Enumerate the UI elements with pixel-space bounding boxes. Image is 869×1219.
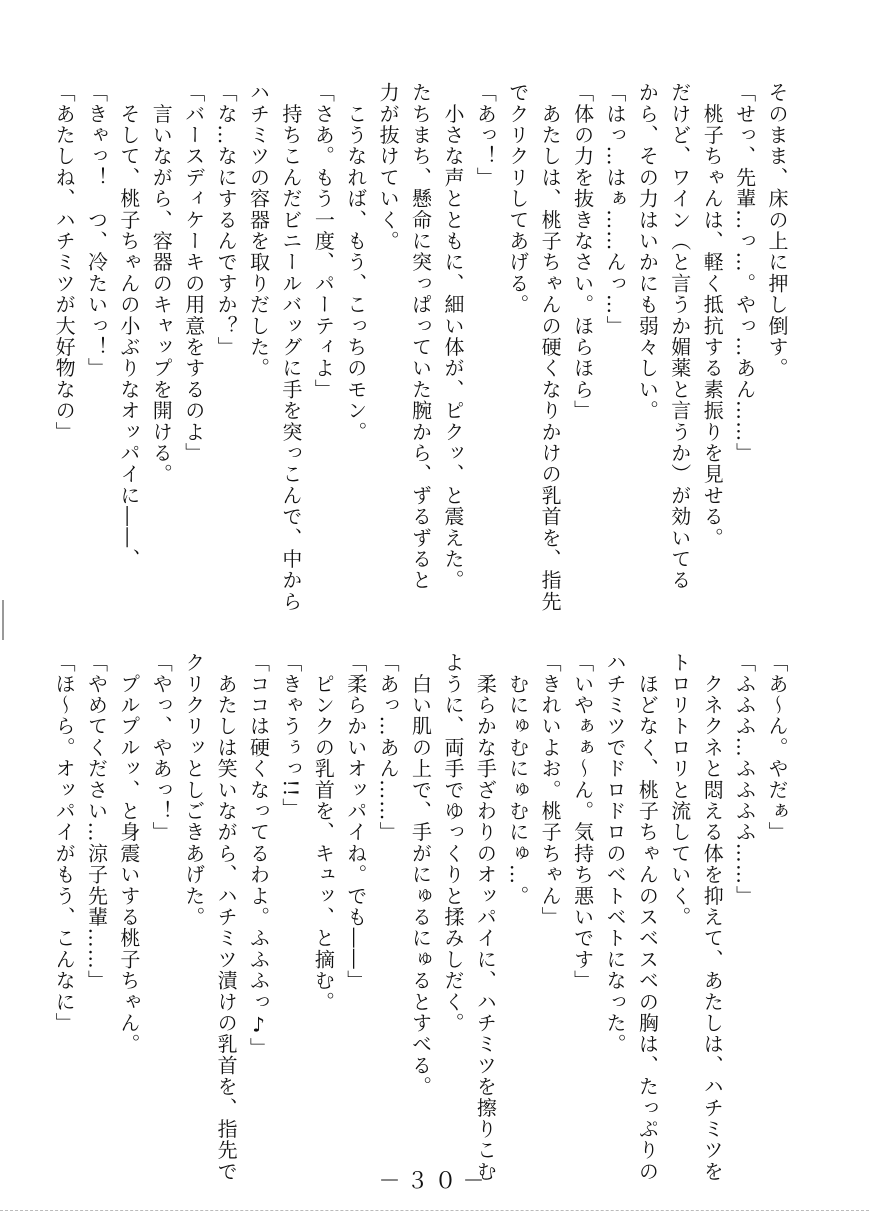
- text-line: たちまち、懸命に突っぱっていた腕から、ずるずると: [408, 82, 433, 591]
- text-line: 「さあ。もう一度、パーティよ」: [311, 82, 336, 400]
- text-line: 「あっ！」: [473, 82, 498, 188]
- text-line: そして、桃子ちゃんの小ぶりなオッパイに――、: [116, 82, 141, 570]
- text-line: あたしは、桃子ちゃんの硬くなりかけの乳首を、指先: [538, 82, 563, 612]
- text-line: 「はっ…はぁ……んっ…」: [602, 82, 627, 337]
- text-line: 「やっ、やあっ！」: [149, 652, 174, 843]
- text-line: そのまま、床の上に押し倒す。: [765, 82, 789, 379]
- text-line: クネクネと悶える体を抑えて、あたしは、ハチミツを: [700, 652, 725, 1182]
- text-line: 「ふふふ…ふふふふ……」: [732, 652, 757, 907]
- top-text-column: [52, 82, 793, 612]
- text-line: 「体の力を抜きなさい。ほらほら」: [570, 82, 595, 422]
- text-line: 「きゃっ！ つ、冷たいっ！」: [84, 82, 109, 379]
- text-line: むにゅむにゅむにゅ…。: [505, 652, 530, 907]
- text-line: プルプルッ、と身震いする桃子ちゃん。: [116, 652, 141, 1055]
- text-line: 「きれいよお。桃子ちゃん」: [538, 652, 563, 928]
- text-line: 「きゃうぅっ!!」: [278, 652, 303, 819]
- text-line: 「ほ〜ら。オッパイがもう、こんなに」: [52, 652, 77, 1034]
- text-line: 「柔らかいオッパイね。でも――」: [343, 652, 368, 992]
- text-line: ピンクの乳首を、キュッ、と摘む。: [311, 652, 336, 1013]
- text-line: 「あたしね、ハチミツが大好物なの」: [52, 82, 77, 443]
- text-line: 「やめてください…涼子先輩……」: [84, 652, 109, 992]
- text-line: ハチミツの容器を取りだした。: [246, 82, 271, 379]
- text-line: あたしは笑いながら、ハチミツ漬けの乳首を、指先で: [214, 652, 239, 1182]
- text-line: 持ちこんだビニールバッグに手を突っこんで、中から: [278, 82, 303, 612]
- text-line: 力が抜けていく。: [376, 82, 401, 252]
- text-line: 小さな声とともに、細い体が、ピクッ、と震えた。: [440, 82, 465, 591]
- text-line: 言いながら、容器のキャップを開ける。: [149, 82, 174, 485]
- text-line: ように、両手でゆっくりと揉みしだく。: [440, 652, 465, 1034]
- text-line: 「いやぁぁ〜ん。気持ち悪いです」: [570, 652, 595, 992]
- text-line: 桃子ちゃんは、軽く抵抗する素振りを見せる。: [700, 82, 725, 549]
- text-line: 「バースディケーキの用意をするのよ」: [181, 82, 206, 464]
- text-line: トロリトロリと流していく。: [667, 652, 692, 928]
- text-line: 「あっ…あん……」: [376, 652, 401, 843]
- text-line: だけど、ワイン（と言うか媚薬と言うか）が効いてる: [667, 82, 692, 591]
- text-line: 「な…なにするんですか？」: [214, 82, 239, 358]
- text-line: ハチミツでドロドロのベトベトになった。: [602, 652, 627, 1055]
- text-line: でクリクリしてあげる。: [505, 82, 530, 316]
- page-bottom-edge: [0, 1210, 869, 1212]
- text-line: 「せっ、先輩…っ…。やっ…あん……」: [732, 82, 757, 464]
- text-line: クリクリッとしごきあげた。: [181, 652, 206, 928]
- text-line: 「ココは硬くなってるわよ。ふふふっ♪」: [246, 652, 271, 1059]
- text-line: 柔らかな手ざわりのオッパイに、ハチミツを擦りこむ: [473, 652, 498, 1182]
- text-line: ほどなく、桃子ちゃんのスベスベの胸は、たっぷりの: [635, 652, 660, 1182]
- text-line: から、その力はいかにも弱々しい。: [635, 82, 660, 422]
- text-line: こうなれば、もう、こっちのモン。: [343, 82, 368, 443]
- page-number: －３０－: [378, 1169, 491, 1194]
- text-line: 白い肌の上で、手がにゅるにゅるとすべる。: [408, 652, 433, 1098]
- text-line: 「あ〜ん。やだぁ」: [765, 652, 789, 843]
- margin-mark: [2, 600, 4, 640]
